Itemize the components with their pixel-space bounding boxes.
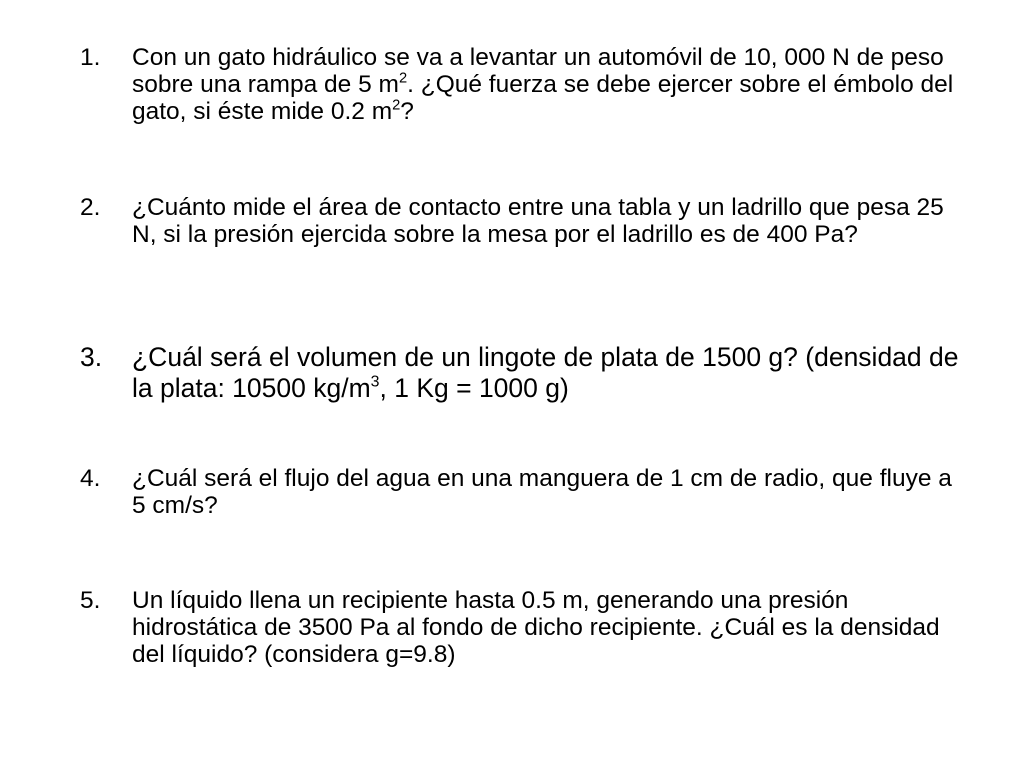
problem-text-part: ?	[400, 98, 414, 125]
problem-4	[80, 465, 960, 519]
superscript: 2	[398, 70, 408, 87]
problem-text-part: ¿Cuál será el volumen de un lingote de plata de 1500 g? (densidad de la plata: 10500 kg/m	[132, 342, 959, 403]
problem-3	[80, 342, 960, 404]
problem-text	[132, 44, 960, 125]
superscript: 2	[392, 97, 401, 114]
problem-number: 3.	[80, 342, 103, 372]
problem-text: Un líquido llena un recipiente hasta 0.5 m, generando una presión hidrostática de 3500 Pa al fondo de dicho recipiente. ¿Cuál es la densidad del líquido? (considera g=9.8)	[132, 587, 940, 668]
problem-5	[80, 587, 960, 668]
problem-text-part: , 1 Kg = 1000 g)	[379, 373, 569, 403]
problem-number: 2.	[80, 194, 101, 221]
problem-1	[80, 44, 960, 125]
problem-text: ¿Cuánto mide el área de contacto entre una tabla y un ladrillo que pesa 25 N, si la presión ejercida sobre la mesa por el ladrillo es de 400 Pa?	[132, 194, 944, 248]
problem-2	[80, 194, 960, 248]
superscript: 3	[370, 373, 380, 391]
problem-number: 4.	[80, 465, 101, 492]
problem-text	[132, 342, 960, 404]
problem-text: ¿Cuál será el flujo del agua en una manguera de 1 cm de radio, que fluye a 5 cm/s?	[132, 465, 952, 519]
problem-number: 5.	[80, 587, 101, 614]
problem-number: 1.	[80, 44, 101, 71]
problem-text-part: . ¿Qué fuerza se debe ejercer sobre el émbolo del gato, si éste mide 0.2 m	[132, 71, 954, 125]
problem-text-part: Con un gato hidráulico se va a levantar un automóvil de 10, 000 N de peso sobre una rampa de 5 m	[132, 44, 944, 98]
